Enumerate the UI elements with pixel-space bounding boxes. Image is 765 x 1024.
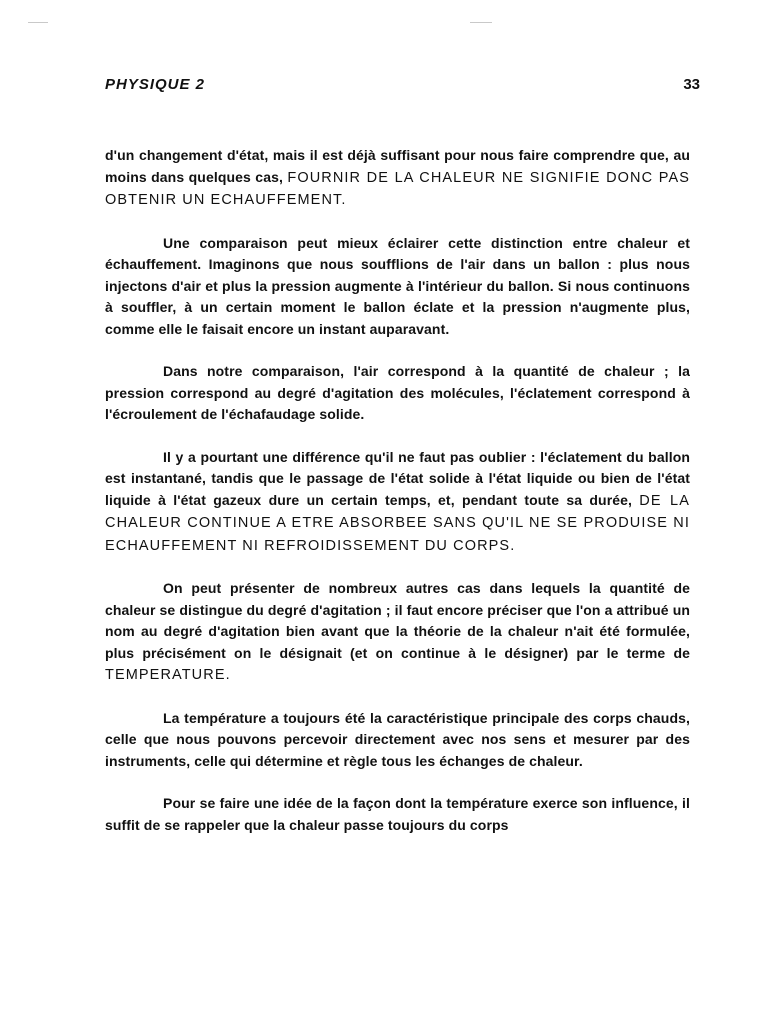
running-title: PHYSIQUE 2 xyxy=(105,76,206,93)
paragraph-2 xyxy=(105,233,690,341)
paragraph-7 xyxy=(105,793,690,836)
body-text xyxy=(105,145,690,857)
paragraph-4 xyxy=(105,447,690,558)
scan-artifact-right xyxy=(470,22,492,23)
emphasis-caps: FOURNIR DE LA CHALEUR NE SIGNIFIE DONC PAS OBTENIR UN ECHAUFFEMENT. xyxy=(105,169,690,208)
paragraph-5 xyxy=(105,578,690,687)
paragraph-text: Il y a pourtant une différence qu'il ne faut pas oublier : l'éclatement du ballon est instantané, tandis que le passage de l'état solide à l'état liquide ou bien de l'état liquide à l'état gazeux dure un certain temps, et, pendant toute sa durée, xyxy=(105,448,690,508)
page-number: 33 xyxy=(683,76,700,93)
emphasis-caps: TEMPERATURE. xyxy=(105,667,231,683)
paragraph-text: Dans notre comparaison, l'air correspond à la quantité de chaleur ; la pression correspond au degré d'agitation des molécules, l'éclatement correspond à l'écroulement de l'échafaudage solide. xyxy=(105,363,690,422)
paragraph-3 xyxy=(105,361,690,426)
page-header xyxy=(105,76,700,96)
emphasis-caps: DE LA CHALEUR CONTINUE A ETRE ABSORBEE SANS QU'IL NE SE PRODUISE NI ECHAUFFEMENT NI REFROIDISSEMENT DU CORPS. xyxy=(105,492,690,554)
paragraph-6 xyxy=(105,708,690,773)
paragraph-text: Pour se faire une idée de la façon dont la température exerce son influence, il suffit de se rappeler que la chaleur passe toujours du corps xyxy=(105,795,690,833)
scan-artifact-left xyxy=(28,22,48,23)
paragraph-text: La température a toujours été la caractéristique principale des corps chauds, celle que nous pouvons percevoir directement avec nos sens et mesurer par des instruments, celle qui détermine et règle tous les échanges de chaleur. xyxy=(105,709,690,769)
paragraph-text: Une comparaison peut mieux éclairer cette distinction entre chaleur et échauffement. Imaginons que nous soufflions de l'air dans un ballon : plus nous injectons d'air et plus la pression augmente à l'intérieur du ballon. Si nous continuons à souffler, à un certain moment le ballon éclate et la pression n'augmente plus, comme elle le faisait encore un instant auparavant. xyxy=(105,234,690,337)
paragraph-1 xyxy=(105,145,690,212)
paragraph-text: d'un changement d'état, mais il est déjà suffisant pour nous faire comprendre que, au moins dans quelques cas, xyxy=(105,147,690,185)
paragraph-text: On peut présenter de nombreux autres cas dans lequels la quantité de chaleur se distingue du degré d'agitation ; il faut encore préciser que l'on a attribué un nom au degré d'agitation bien avant que la théorie de la chaleur n'ait été formulée, plus précisément on le désignait (et on continue à le désigner) par le terme de xyxy=(105,580,690,661)
